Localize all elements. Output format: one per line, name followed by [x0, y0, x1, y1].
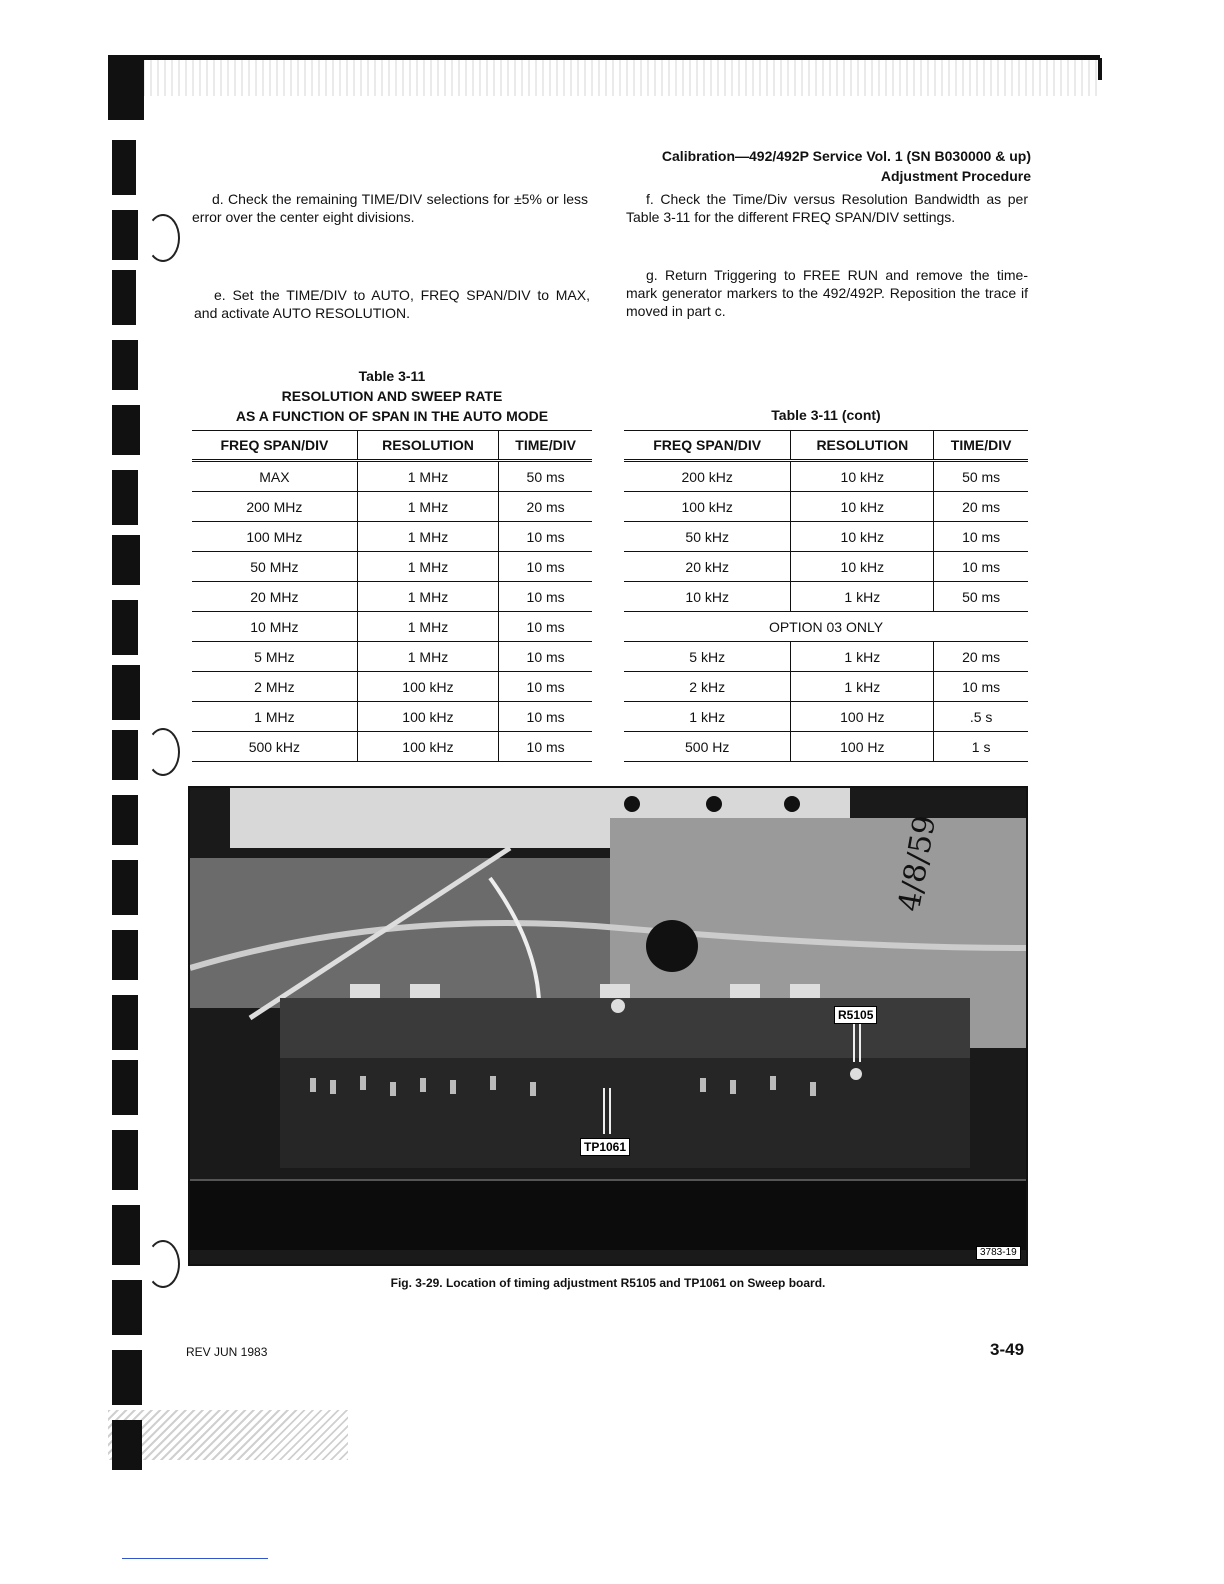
table-right-cell: 10 kHz — [791, 522, 934, 552]
table-row — [192, 461, 592, 492]
table-right-cell: 10 kHz — [791, 461, 934, 492]
r5105-label: R5105 — [834, 1006, 877, 1024]
table-row — [624, 702, 1028, 732]
table-right-cell: 1 kHz — [624, 702, 791, 732]
table-left-cell: 10 ms — [499, 702, 592, 732]
table-left-cell: 500 kHz — [192, 732, 357, 762]
scan-noise-band — [108, 60, 1100, 96]
binder-ring — [146, 1240, 180, 1288]
table-row — [192, 522, 592, 552]
running-header — [662, 146, 1031, 186]
table-right-cell: 1 s — [934, 732, 1028, 762]
table-right-cell: 100 Hz — [791, 732, 934, 762]
table-left-cell: 10 ms — [499, 672, 592, 702]
table-right-cell: 10 ms — [934, 522, 1028, 552]
step-f — [626, 190, 1028, 226]
handwritten-note: 4/8/59 — [892, 812, 944, 915]
binder-spine — [108, 60, 148, 1460]
table-left-cell: 1 MHz — [357, 461, 498, 492]
table-right-cell: 100 kHz — [624, 492, 791, 522]
table-left-cell: 5 MHz — [192, 642, 357, 672]
step-e — [194, 286, 590, 322]
binder-ring — [146, 728, 180, 776]
table-right-cell: 1 kHz — [791, 582, 934, 612]
figure-caption: Fig. 3-29. Location of timing adjustment R5105 and TP1061 on Sweep board. — [390, 1276, 826, 1290]
table-right-cell: 5 kHz — [624, 642, 791, 672]
table-left-caption — [192, 366, 592, 426]
table-row — [624, 461, 1028, 492]
table-right-cell: 10 ms — [934, 552, 1028, 582]
table-left-cell: 10 ms — [499, 582, 592, 612]
table-right-header-2: TIME/DIV — [934, 431, 1028, 461]
table-left-cell: 100 MHz — [192, 522, 357, 552]
table-left-cell: 10 ms — [499, 642, 592, 672]
step-g-text: g. Return Triggering to FREE RUN and remove the time-mark generator markers to the 492/492P. Reposition the trace if moved in part c. — [626, 267, 1028, 319]
table-left-cell: 1 MHz — [192, 702, 357, 732]
step-d — [192, 190, 588, 226]
sweep-board-photo — [188, 786, 1028, 1266]
table-right-cell: .5 s — [934, 702, 1028, 732]
table-left-header-2: TIME/DIV — [499, 431, 592, 461]
table-left-cell: 100 kHz — [357, 732, 498, 762]
table-right-cell: 200 kHz — [624, 461, 791, 492]
tp1061-label: TP1061 — [580, 1138, 630, 1156]
table-left-cell: 50 MHz — [192, 552, 357, 582]
table-left-subtitle: AS A FUNCTION OF SPAN IN THE AUTO MODE — [235, 408, 549, 424]
table-right-cell: 500 Hz — [624, 732, 791, 762]
table-right-cell: 20 ms — [934, 492, 1028, 522]
table-left-cell: 200 MHz — [192, 492, 357, 522]
table-left-cell: 2 MHz — [192, 672, 357, 702]
table-right-cell: 1 kHz — [791, 642, 934, 672]
header-line-2: Adjustment Procedure — [880, 168, 1031, 184]
table-right-cell: 20 kHz — [624, 552, 791, 582]
table-left-cell: 1 MHz — [357, 492, 498, 522]
scan-bottom-line — [122, 1558, 268, 1559]
table-row — [192, 612, 592, 642]
page-number: 3-49 — [990, 1340, 1025, 1359]
step-g — [626, 266, 1028, 320]
table-left-header-1: RESOLUTION — [357, 431, 498, 461]
table-row — [192, 642, 592, 672]
table-left-cell: 1 MHz — [357, 552, 498, 582]
table-left-cell: 100 kHz — [357, 702, 498, 732]
step-e-text: e. Set the TIME/DIV to AUTO, FREQ SPAN/DIV to MAX, and activate AUTO RESOLUTION. — [194, 287, 590, 321]
table-row — [192, 582, 592, 612]
table-row — [624, 732, 1028, 762]
table-right — [624, 430, 1028, 762]
table-left — [192, 430, 592, 762]
table-left-cell: 10 ms — [499, 612, 592, 642]
table-row — [192, 732, 592, 762]
table-right-cell: 2 kHz — [624, 672, 791, 702]
table-left-header-0: FREQ SPAN/DIV — [192, 431, 357, 461]
table-right-cell: 10 kHz — [791, 492, 934, 522]
table-row-option — [624, 612, 1028, 642]
table-left-number: Table 3-11 — [358, 368, 426, 384]
table-right-cell: 20 ms — [934, 642, 1028, 672]
binder-ring — [146, 214, 180, 262]
table-row — [624, 522, 1028, 552]
table-row — [192, 552, 592, 582]
table-left-cell: 1 MHz — [357, 582, 498, 612]
table-left-cell: 10 ms — [499, 522, 592, 552]
table-left-cell: 1 MHz — [357, 612, 498, 642]
table-right-cell: 50 kHz — [624, 522, 791, 552]
table-left-cell: 10 ms — [499, 552, 592, 582]
photo-id-label: 3783-19 — [976, 1246, 1021, 1260]
table-row — [192, 672, 592, 702]
table-right-cell: 10 kHz — [624, 582, 791, 612]
table-right-header-0: FREQ SPAN/DIV — [624, 431, 791, 461]
table-row — [624, 552, 1028, 582]
step-d-text: d. Check the remaining TIME/DIV selections for ±5% or less error over the center eight divisions. — [192, 191, 588, 225]
table-left-cell: 50 ms — [499, 461, 592, 492]
table-left-cell: 100 kHz — [357, 672, 498, 702]
option-03-note: OPTION 03 ONLY — [624, 612, 1028, 642]
table-left-title: RESOLUTION AND SWEEP RATE — [281, 388, 503, 404]
scan-edge-mark — [1098, 58, 1102, 80]
table-left-cell: 1 MHz — [357, 642, 498, 672]
table-left-cell: 10 ms — [499, 732, 592, 762]
table-left-cell: 20 ms — [499, 492, 592, 522]
table-left-cell: 20 MHz — [192, 582, 357, 612]
table-row — [624, 642, 1028, 672]
table-right-cell: 10 ms — [934, 672, 1028, 702]
table-row — [192, 702, 592, 732]
table-row — [192, 492, 592, 522]
revision-date: REV JUN 1983 — [186, 1345, 268, 1359]
table-left-cell: 10 MHz — [192, 612, 357, 642]
header-line-1: Calibration—492/492P Service Vol. 1 (SN B030000 & up) — [661, 148, 1031, 164]
table-row — [624, 492, 1028, 522]
table-row — [624, 582, 1028, 612]
table-right-cell: 1 kHz — [791, 672, 934, 702]
table-right-cell: 100 Hz — [791, 702, 934, 732]
table-right-cell: 50 ms — [934, 461, 1028, 492]
table-left-cell: 1 MHz — [357, 522, 498, 552]
table-right-cell: 50 ms — [934, 582, 1028, 612]
table-left-cell: MAX — [192, 461, 357, 492]
table-right-cell: 10 kHz — [791, 552, 934, 582]
table-right-header-1: RESOLUTION — [791, 431, 934, 461]
table-right-caption: Table 3-11 (cont) — [771, 407, 881, 423]
step-f-text: f. Check the Time/Div versus Resolution Bandwidth as per Table 3-11 for the different FREQ SPAN/DIV settings. — [626, 191, 1028, 225]
table-row — [624, 672, 1028, 702]
